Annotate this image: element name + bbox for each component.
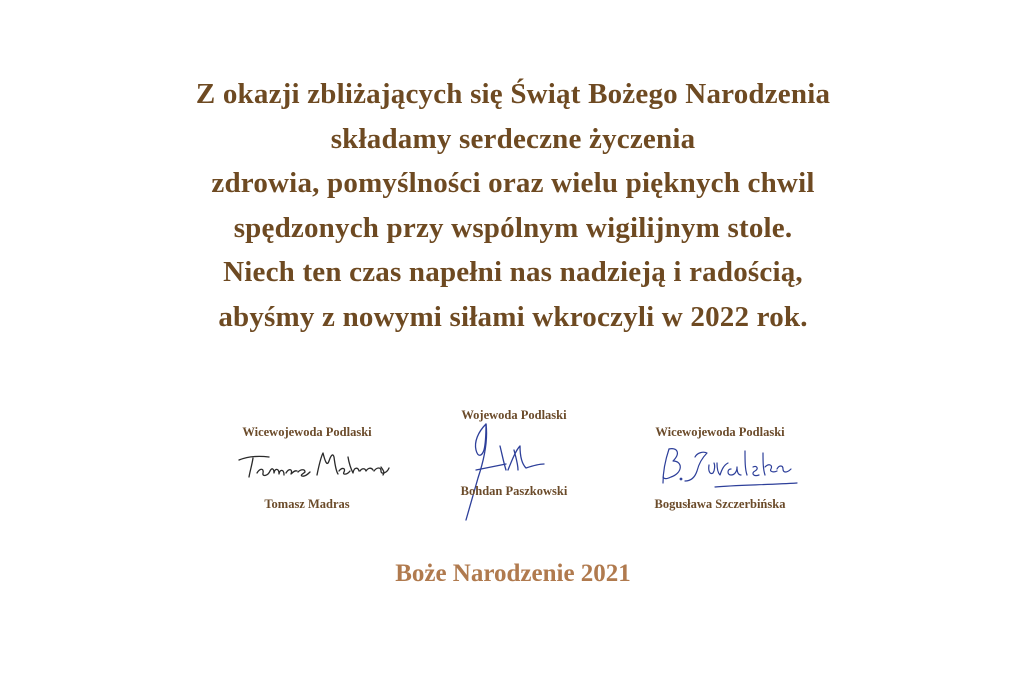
handwritten-signature-icon xyxy=(456,420,566,530)
greeting-line: składamy serdeczne życzenia xyxy=(330,122,696,155)
greeting-line: spędzonych przy wspólnym wigilijnym stole. xyxy=(233,211,793,244)
signer-name: Bogusława Szczerbińska xyxy=(654,497,786,511)
signer-title: Wojewoda Podlaski xyxy=(461,408,567,422)
signer-right xyxy=(610,425,830,515)
handwritten-signature-icon xyxy=(235,447,395,487)
signer-name: Bohdan Paszkowski xyxy=(460,484,568,498)
signer-name: Tomasz Madras xyxy=(264,497,350,511)
greeting-text xyxy=(113,72,913,340)
signer-center xyxy=(404,408,624,528)
greeting-line: Z okazji zbliżających się Świąt Bożego Narodzenia xyxy=(195,78,831,110)
handwritten-signature-icon xyxy=(655,439,805,499)
signer-title: Wicewojewoda Podlaski xyxy=(655,425,785,439)
greeting-line: Niech ten czas napełni nas nadzieją i radością, xyxy=(223,256,803,289)
signer-title: Wicewojewoda Podlaski xyxy=(242,425,372,439)
signer-left xyxy=(197,425,417,515)
greeting-line: zdrowia, pomyślności oraz wielu pięknych chwil xyxy=(211,167,815,200)
footer-date: Boże Narodzenie 2021 xyxy=(395,560,631,587)
greeting-line: abyśmy z nowymi siłami wkroczyli w 2022 rok. xyxy=(218,300,808,333)
